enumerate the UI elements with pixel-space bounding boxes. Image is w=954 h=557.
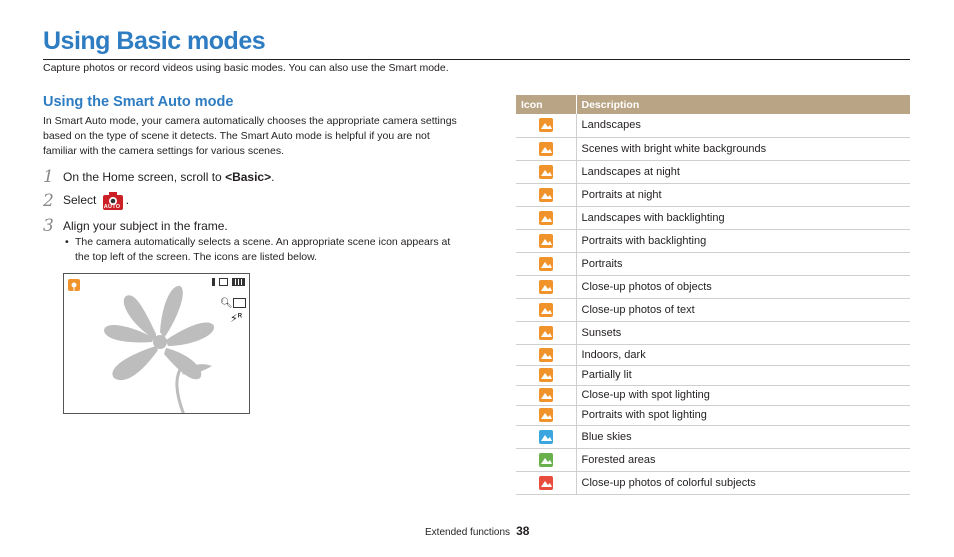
table-row [516, 365, 910, 385]
macro-scene-icon [68, 279, 80, 291]
scene-description: Portraits [576, 252, 910, 275]
table-row [516, 425, 910, 448]
scene-description: Portraits with spot lighting [576, 405, 910, 425]
portrait-spot-icon [539, 408, 553, 422]
scene-description: Landscapes with backlighting [576, 206, 910, 229]
section-body: In Smart Auto mode, your camera automatically chooses the appropriate camera settings based on the type of scene it detects. The Smart Auto mode is helpful if you are not familiar with the camera settings for various scenes. [43, 115, 457, 157]
scene-description: Portraits with backlighting [576, 229, 910, 252]
image-size-icon [233, 298, 246, 308]
table-row [516, 137, 910, 160]
night-portrait-icon [539, 188, 553, 202]
table-row [516, 206, 910, 229]
smart-auto-icon: AUTO [102, 191, 124, 211]
blue-sky-icon [539, 430, 553, 444]
table-row [516, 385, 910, 405]
scene-description: Close-up with spot lighting [576, 385, 910, 405]
table-row [516, 114, 910, 137]
scene-description: Blue skies [576, 425, 910, 448]
scene-icon-table [516, 95, 910, 495]
table-row [516, 229, 910, 252]
macro-text-icon [539, 303, 553, 317]
table-row [516, 275, 910, 298]
quality-indicator-icon [212, 278, 215, 286]
table-row [516, 344, 910, 365]
section-title: Using the Smart Auto mode [43, 94, 234, 110]
indoor-dark-icon [539, 348, 553, 362]
macro-color-icon [539, 476, 553, 490]
footer-label: Extended functions [425, 527, 511, 538]
column-header-description: Description [576, 95, 910, 114]
flash-icon: ⚡︎$^R$ [230, 313, 243, 325]
night-landscape-icon [539, 165, 553, 179]
scene-description: Scenes with bright white backgrounds [576, 137, 910, 160]
portrait-icon [539, 257, 553, 271]
backlight-portrait-icon [539, 234, 553, 248]
table-row [516, 298, 910, 321]
table-row [516, 252, 910, 275]
title-divider [43, 59, 910, 60]
partially-lit-icon [539, 368, 553, 382]
bullet-note: • The camera automatically selects a scene. An appropriate scene icon appears at the top left of the screen. The icons are listed below. [65, 235, 465, 265]
table-row [516, 160, 910, 183]
scene-description: Partially lit [576, 365, 910, 385]
scene-description: Landscapes [576, 114, 910, 137]
table-row [516, 471, 910, 494]
scene-description: Portraits at night [576, 183, 910, 206]
face-detect-icon: 🔍︎ [220, 298, 233, 309]
camera-screen-preview [63, 273, 250, 414]
page-title: Using Basic modes [43, 27, 266, 55]
forest-icon [539, 453, 553, 467]
page-number: 38 [516, 524, 530, 538]
step-number: 1 [43, 167, 54, 187]
flower-silhouette [64, 274, 250, 414]
table-row [516, 183, 910, 206]
scene-description: Forested areas [576, 448, 910, 471]
white-background-icon [539, 142, 553, 156]
macro-spot-icon [539, 388, 553, 402]
scene-description: Close-up photos of colorful subjects [576, 471, 910, 494]
step-1: 1 On the Home screen, scroll to <Basic>. [43, 167, 275, 187]
scene-description: Close-up photos of text [576, 298, 910, 321]
table-row [516, 448, 910, 471]
scene-description: Landscapes at night [576, 160, 910, 183]
step-2: 2 Select AUTO . [43, 191, 130, 211]
step-3: 3 Align your subject in the frame. [43, 216, 228, 236]
landscape-icon [539, 118, 553, 132]
table-row [516, 321, 910, 344]
macro-icon [539, 280, 553, 294]
table-row [516, 405, 910, 425]
scene-description: Sunsets [576, 321, 910, 344]
column-header-icon: Icon [516, 95, 576, 114]
page-footer [425, 524, 529, 538]
step-number: 2 [43, 191, 54, 211]
memory-card-icon [219, 278, 228, 286]
battery-icon [232, 278, 245, 286]
intro-text: Capture photos or record videos using basic modes. You can also use the Smart mode. [43, 62, 449, 74]
backlight-landscape-icon [539, 211, 553, 225]
scene-description: Close-up photos of objects [576, 275, 910, 298]
sunset-icon [539, 326, 553, 340]
scene-description: Indoors, dark [576, 344, 910, 365]
step-number: 3 [43, 216, 54, 236]
table-header-row [516, 95, 910, 114]
